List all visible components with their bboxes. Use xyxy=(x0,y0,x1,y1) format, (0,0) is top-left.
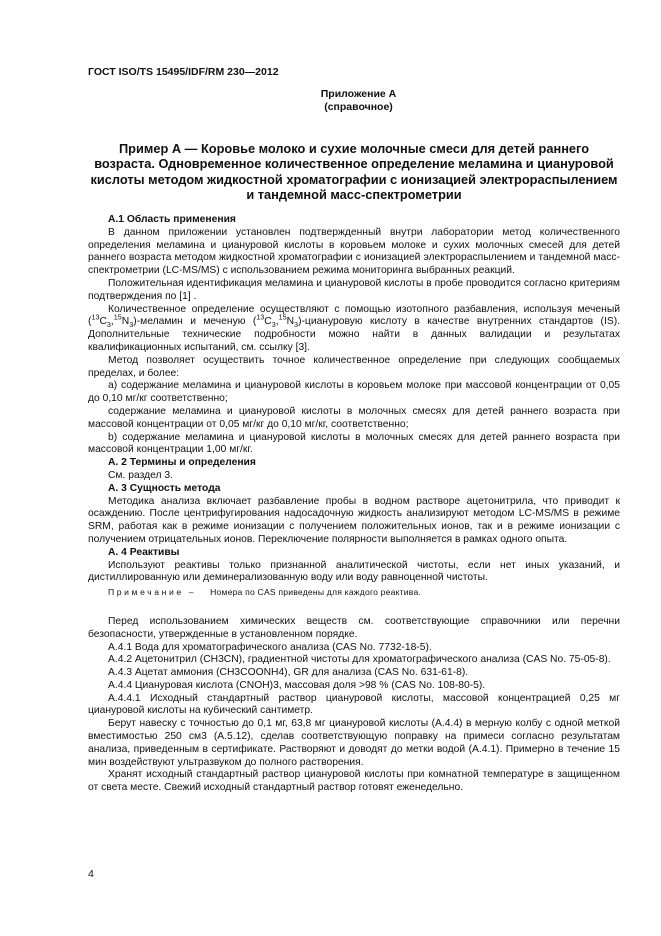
paragraph: Хранят исходный стандартный раствор циануровой кислоты при комнатной температуре в защищенном от света месте. Свежий исходный стандартный раствор готовят еженедельно. xyxy=(88,769,620,794)
paragraph: Количественное определение осуществляют с помощью изотопного разбавления, используя меченый $(^{13}C_3,^{15}N_3)$-меламин и меченую $(^{13}C_3,^{15}N_3)$-циануровую кислоту в качестве внутренних стандартов (IS). Дополнительные технические подробности можно найти в данных валидации и результатах квалификационных испытаний, см. ссылку [3]. xyxy=(88,303,620,353)
section-heading: А.1 Область применения xyxy=(108,214,236,225)
list-item: а) содержание меламина и циануровой кислоты в коровьем молоке при массовой концентрации от 0,05 до 0,10 мг/кг соответственно; xyxy=(88,380,620,405)
reagent-item: А.4.4 Циануровая кислота (CNOH)3, массовая доля >98 % (CAS No. 108-80-5). xyxy=(108,679,486,691)
list-item: содержание меламина и циануровой кислоты в молочных смесях для детей раннего возраста при массовой концентрации от 0,05 мг/кг до 0,10 мг/кг, соответственно; xyxy=(88,405,620,430)
annex-title: Приложение А xyxy=(320,88,397,100)
annex-heading xyxy=(0,88,661,114)
reagent-item: А.4.2 Ацетонитрил (CH3CN), градиентной чистоты для хроматографического анализа (CAS No. 75-05-8). xyxy=(108,654,611,666)
example-title: Пример А — Коровье молоко и сухие молочные смеси для детей раннего возраста. Одновременное количественное определение меламина и циануровой кислоты методом жидкостной хроматографии с ионизацией электрораспылением и тандемной масс-спектрометрии xyxy=(90,141,618,202)
page-number: 4 xyxy=(88,868,94,880)
standard-header: ГОСТ ISO/TS 15495/IDF/RM 230—2012 xyxy=(88,66,279,78)
section-heading: А. 3 Сущность метода xyxy=(108,482,221,494)
note-text: Номера по CAS приведены для каждого реактива. xyxy=(210,587,422,598)
paragraph: Методика анализа включает разбавление пробы в водном растворе ацетонитрила, что приводит к осаждению. После центрифугирования надосадочную жидкость анализируют методом LC-MS/MS в режиме SRM, работая как в режиме ионизации с получением положительных ионов, так и в режиме ионизации с получением отрицательных ионов. Переключение полярности выполняется в рамках одного опыта. xyxy=(88,495,620,545)
paragraph: Положительная идентификация меламина и циануровой кислоты в пробе проводится согласно критериям подтверждения по [1] . xyxy=(88,277,620,302)
section-heading: А. 2 Термины и определения xyxy=(108,457,256,469)
paragraph: В данном приложении установлен подтвержденный внутри лаборатории метод количественного определения меламина и циануровой кислоты в коровьем молоке и сухих молочных смесей для детей раннего возраста методом жидкостной хроматографии с ионизацией электрораспылением и тандемной масс-спектрометрии (LC-MS/MS) с использованием режима мониторинга выбранных реакций. xyxy=(88,226,620,277)
paragraph: Берут навеску с точностью до 0,1 мг, 63,8 мг циануровой кислоты (А.4.4) в мерную колбу с одной меткой вместимостью 250 см3 (А.5.12), сделав соответствующую поправку на примеси согласно результатам анализа, приведенным в сертификате. Растворяют и доводят до метки водой (А.4.1). Примерно в течение 15 мин воздействуют ультразвуком до полного растворения. xyxy=(88,718,620,768)
paragraph: См. раздел 3. xyxy=(108,469,173,481)
paragraph: Перед использованием химических веществ см. соответствующие справочники или перечни безопасности, утвержденные в установленном порядке. xyxy=(88,615,620,640)
note-label: Примечание – xyxy=(108,587,197,598)
note xyxy=(88,586,620,599)
paragraph: Метод позволяет осуществить точное количественное определение при следующих сообщаемых пределах, и более: xyxy=(88,354,620,379)
reagent-item: А.4.3 Ацетат аммония (CH3COONH4), GR для анализа (CAS No. 631-61-8). xyxy=(108,667,469,679)
list-item: b) содержание меламина и циануровой кислоты в молочных смесях для детей раннего возраста при массовой концентрации 1,00 мг/кг. xyxy=(88,431,620,456)
reagent-item: А.4.4.1 Исходный стандартный раствор циануровой кислоты, массовой концентрацией 0,25 мг циануровой кислоты на кубический сантиметр. xyxy=(88,692,620,717)
document-body xyxy=(88,214,620,795)
reagent-item: А.4.1 Вода для хроматографического анализа (CAS No. 7732-18-5). xyxy=(108,641,432,653)
annex-subtitle: (справочное) xyxy=(324,101,393,113)
section-heading: А. 4 Реактивы xyxy=(108,546,180,558)
paragraph: Используют реактивы только признанной аналитической чистоты, если нет иных указаний, и дистиллированную или деминерализованную воду или воду равноценной чистоты. xyxy=(88,559,620,584)
